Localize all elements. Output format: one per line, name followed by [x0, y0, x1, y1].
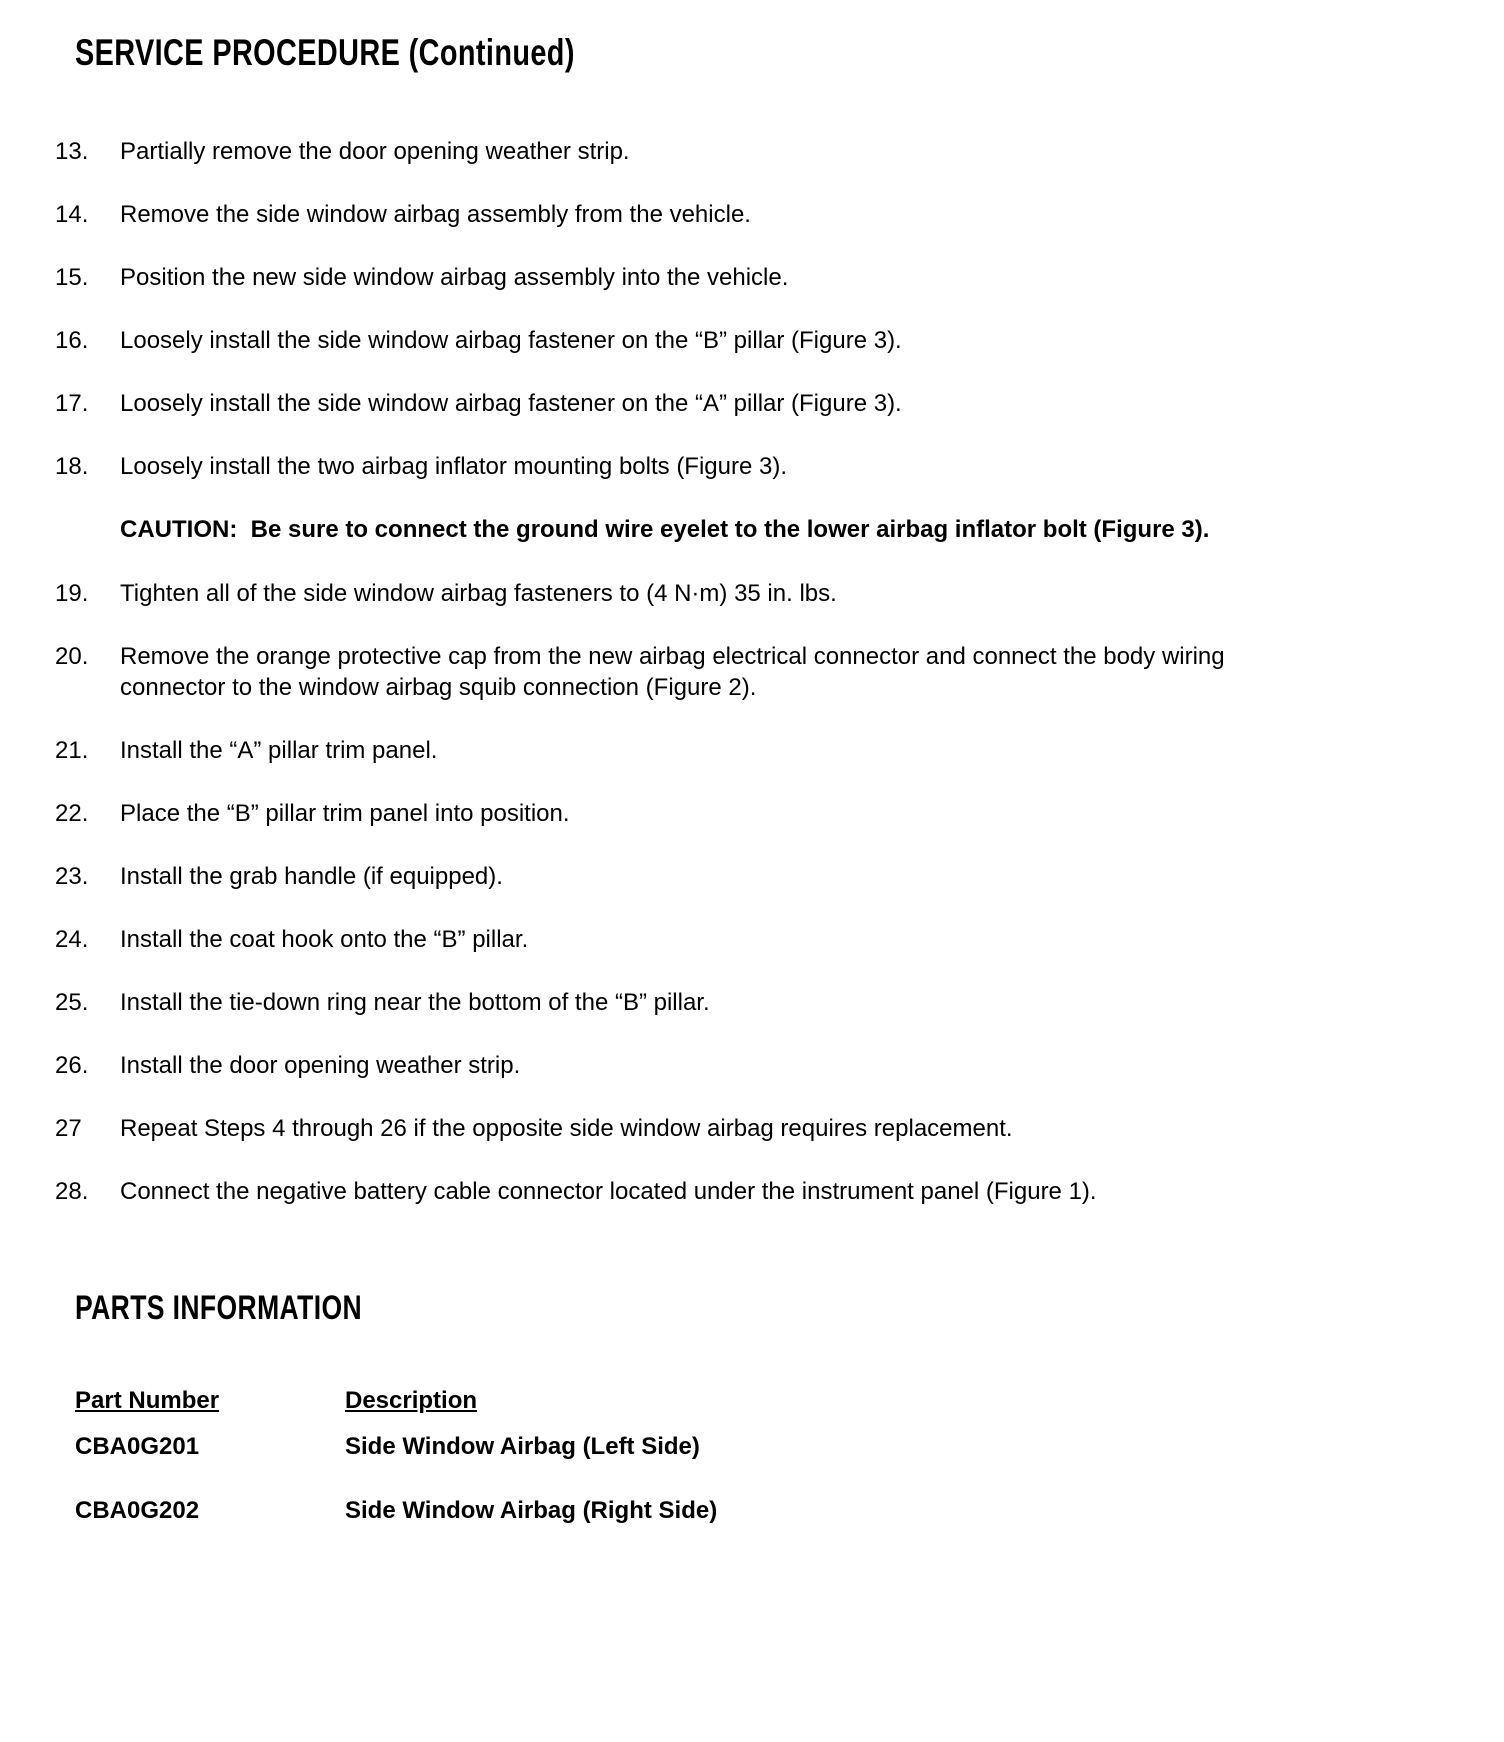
step-number: 25. [55, 989, 89, 1016]
procedure-step-17 [55, 388, 1314, 419]
parts-table-header-row [75, 1386, 1404, 1416]
step-number: 16. [55, 327, 89, 354]
procedure-step-25 [55, 987, 1314, 1018]
step-text: Repeat Steps 4 through 26 if the opposite side window airbag requires replacement. [120, 1115, 1013, 1142]
step-number: 24. [55, 926, 89, 953]
parts-table [75, 1386, 1404, 1526]
step-number: 19. [55, 580, 89, 607]
step-text: Place the “B” pillar trim panel into position. [120, 800, 570, 827]
step-text: Loosely install the side window airbag fastener on the “A” pillar (Figure 3). [120, 390, 902, 417]
procedure-step-26 [55, 1050, 1314, 1081]
step-text: Install the coat hook onto the “B” pillar. [120, 926, 529, 953]
step-number: 15. [55, 264, 89, 291]
step-text: Install the grab handle (if equipped). [120, 863, 503, 890]
description-cell: Side Window Airbag (Right Side) [345, 1497, 718, 1524]
procedure-step-15 [55, 262, 1314, 293]
procedure-step-16 [55, 325, 1314, 356]
step-text: Tighten all of the side window airbag fasteners to (4 N·m) 35 in. lbs. [120, 580, 837, 607]
step-number: 27 [55, 1115, 82, 1142]
step-number: 23. [55, 863, 89, 890]
step-number: 20. [55, 643, 89, 670]
procedure-step-23 [55, 861, 1314, 892]
part-number-cell: CBA0G202 [75, 1497, 200, 1524]
procedure-step-19 [55, 578, 1314, 609]
step-text: Remove the orange protective cap from the new airbag electrical connector and connect the body wiring connector to the window airbag squib connection (Figure 2). [120, 643, 1225, 701]
column-header-part-number-label: Part Number [75, 1387, 220, 1414]
description-cell: Side Window Airbag (Left Side) [345, 1433, 700, 1460]
step-number: 14. [55, 201, 89, 228]
step-number: 26. [55, 1052, 89, 1079]
step-text: Partially remove the door opening weather strip. [120, 138, 630, 165]
part-number-cell: CBA0G201 [75, 1433, 200, 1460]
step-number: 18. [55, 453, 89, 480]
step-text: Loosely install the side window airbag fastener on the “B” pillar (Figure 3). [120, 327, 902, 354]
procedure-step-18 [55, 451, 1314, 482]
procedure-step-14 [55, 199, 1314, 230]
column-header-description-label: Description [345, 1387, 478, 1414]
step-number: 22. [55, 800, 89, 827]
step-text: Connect the negative battery cable connector located under the instrument panel (Figure 1). [120, 1178, 1097, 1205]
column-header-part-number [75, 1386, 345, 1416]
step-text: Install the “A” pillar trim panel. [120, 737, 438, 764]
procedure-step-20 [55, 641, 1314, 703]
table-row [75, 1496, 1404, 1526]
table-row [75, 1432, 1404, 1462]
procedure-step-22 [55, 798, 1314, 829]
title-wrap [75, 32, 1504, 74]
procedure-step-28 [55, 1176, 1314, 1207]
parts-information-section [75, 1289, 1404, 1526]
page-title: SERVICE PROCEDURE (Continued) [75, 32, 575, 73]
step-number: 17. [55, 390, 89, 417]
column-header-description [345, 1386, 1404, 1416]
procedure-step-21 [55, 735, 1314, 766]
procedure-step-24 [55, 924, 1314, 955]
step-number: 28. [55, 1178, 89, 1205]
step-text: Install the tie-down ring near the bottom of the “B” pillar. [120, 989, 710, 1016]
step-text: Position the new side window airbag assembly into the vehicle. [120, 264, 789, 291]
step-number: 13. [55, 138, 89, 165]
procedure-steps [0, 136, 1504, 1207]
step-number: 21. [55, 737, 89, 764]
caution-note: CAUTION: Be sure to connect the ground wire eyelet to the lower airbag inflator bolt (Figure 3). [120, 516, 1210, 543]
step-text: Loosely install the two airbag inflator mounting bolts (Figure 3). [120, 453, 788, 480]
step-text: Remove the side window airbag assembly from the vehicle. [120, 201, 751, 228]
step-text: Install the door opening weather strip. [120, 1052, 521, 1079]
parts-information-heading: PARTS INFORMATION [75, 1289, 363, 1327]
procedure-step-13 [55, 136, 1314, 167]
procedure-step-27 [55, 1113, 1314, 1144]
